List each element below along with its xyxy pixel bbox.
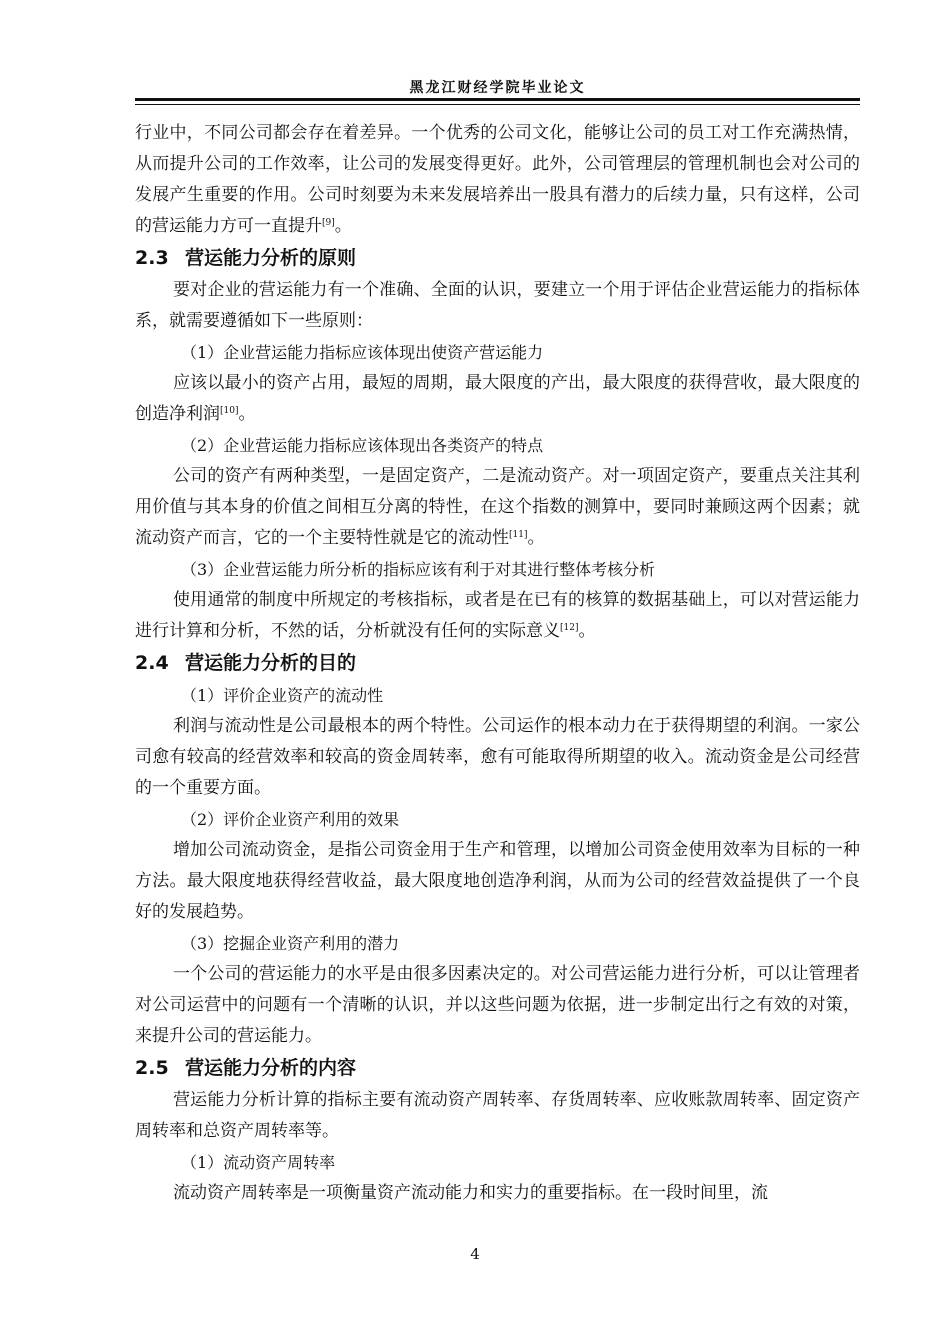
citation: [11]: [509, 530, 528, 540]
header-rule-thin: [135, 104, 860, 105]
paragraph: 利润与流动性是公司最根本的两个特性。公司运作的根本动力在于获得期望的利润。一家公司愈有较高的经营效率和较高的资金周转率，愈有可能取得所期望的收入。流动资金是公司经营的一个重要方面。: [135, 716, 860, 798]
list-item: （1）企业营运能力指标应该体现出使资产营运能力: [181, 343, 544, 362]
list-item: （3）企业营运能力所分析的指标应该有利于对其进行整体考核分析: [181, 560, 656, 579]
page-content: [135, 118, 860, 1209]
list-item: （2）企业营运能力指标应该体现出各类资产的特点: [181, 436, 544, 455]
paragraph: 一个公司的营运能力的水平是由很多因素决定的。对公司营运能力进行分析，可以让管理者对公司运营中的问题有一个清晰的认识，并以这些问题为依据，进一步制定出行之有效的对策，来提升公司的营运能力。: [135, 964, 860, 1046]
paragraph: 流动资产周转率是一项衡量资产流动能力和实力的重要指标。在一段时间里，流: [173, 1183, 768, 1203]
citation: [9]: [322, 218, 335, 228]
list-item: （1）评价企业资产的流动性: [181, 686, 384, 705]
paragraph-intro: 行业中，不同公司都会存在着差异。一个优秀的公司文化，能够让公司的员工对工作充满热情，从而提升公司的工作效率，让公司的发展变得更好。此外，公司管理层的管理机制也会对公司的发展产生重要的作用。公司时刻要为未来发展培养出一股具有潜力的后续力量，只有这样，公司的营运能力方可一直提升[9]。: [135, 123, 860, 236]
paragraph: 增加公司流动资金，是指公司资金用于生产和管理，以增加公司资金使用效率为目标的一种方法。最大限度地获得经营收益，最大限度地创造净利润，从而为公司的经营效益提供了一个良好的发展趋势。: [135, 840, 860, 922]
list-item: （2）评价企业资产利用的效果: [181, 810, 400, 829]
paragraph: 要对企业的营运能力有一个准确、全面的认识，要建立一个用于评估企业营运能力的指标体系，就需要遵循如下一些原则：: [135, 280, 860, 331]
paragraph: 使用通常的制度中所规定的考核指标，或者是在已有的核算的数据基础上，可以对营运能力进行计算和分析，不然的话，分析就没有任何的实际意义[12]。: [135, 590, 860, 641]
page-number: 4: [470, 1245, 480, 1263]
section-heading-2-3: 2.3 营运能力分析的原则: [135, 247, 357, 269]
list-item: （3）挖掘企业资产利用的潜力: [181, 934, 400, 953]
citation: [10]: [220, 406, 239, 416]
paragraph: 营运能力分析计算的指标主要有流动资产周转率、存货周转率、应收账款周转率、固定资产周转率和总资产周转率等。: [135, 1090, 860, 1141]
header-rule-thick: [135, 98, 860, 101]
section-heading-2-5: 2.5 营运能力分析的内容: [135, 1057, 357, 1079]
section-heading-2-4: 2.4 营运能力分析的目的: [135, 652, 357, 674]
paragraph: 公司的资产有两种类型，一是固定资产，二是流动资产。对一项固定资产，要重点关注其利用价值与其本身的价值之间相互分离的特性，在这个指数的测算中，要同时兼顾这两个因素；就流动资产而言，它的一个主要特性就是它的流动性[11]。: [135, 466, 860, 548]
citation: [12]: [560, 623, 579, 633]
list-item: （1）流动资产周转率: [181, 1153, 336, 1172]
header-title: 黑龙江财经学院毕业论文: [409, 80, 586, 96]
paragraph: 应该以最小的资产占用，最短的周期，最大限度的产出，最大限度的获得营收，最大限度的创造净利润[10]。: [135, 373, 860, 424]
